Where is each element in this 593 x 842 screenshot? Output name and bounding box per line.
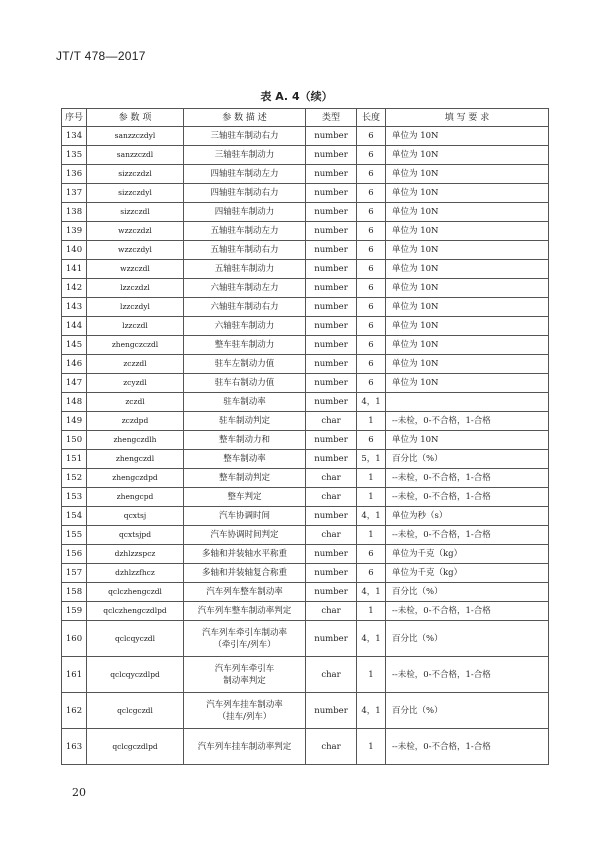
table-row — [62, 583, 549, 602]
cell-requirement: 单位为 10N — [386, 298, 549, 317]
cell-length: 6 — [357, 564, 386, 583]
cell-requirement: --未检，0-不合格，1-合格 — [386, 412, 549, 431]
cell-no: 150 — [62, 431, 87, 450]
table-row — [62, 393, 549, 412]
cell-requirement: 单位为 10N — [386, 374, 549, 393]
cell-length: 6 — [357, 241, 386, 260]
table-row — [62, 184, 549, 203]
cell-length: 4，1 — [357, 393, 386, 412]
cell-requirement: --未检，0-不合格，1-合格 — [386, 602, 549, 621]
cell-field: qclcgczdlpd — [87, 729, 184, 765]
cell-requirement: 单位为 10N — [386, 222, 549, 241]
cell-field: dzhlzzfhcz — [87, 564, 184, 583]
cell-type: number — [306, 184, 357, 203]
cell-field: zhengcpd — [87, 488, 184, 507]
cell-field: lzzczdzl — [87, 279, 184, 298]
cell-no: 148 — [62, 393, 87, 412]
cell-field: lzzczdyl — [87, 298, 184, 317]
table-row — [62, 693, 549, 729]
cell-requirement: 单位为 10N — [386, 317, 549, 336]
table-row — [62, 412, 549, 431]
cell-no: 136 — [62, 165, 87, 184]
cell-field: wzzczdyl — [87, 241, 184, 260]
cell-length: 6 — [357, 279, 386, 298]
cell-length: 6 — [357, 355, 386, 374]
cell-field: sizzczdzl — [87, 165, 184, 184]
cell-field: zhengczdl — [87, 450, 184, 469]
cell-type: char — [306, 488, 357, 507]
cell-requirement: 单位为 10N — [386, 203, 549, 222]
table-row — [62, 469, 549, 488]
cell-no: 135 — [62, 146, 87, 165]
table-title: 表 A. 4（续） — [260, 90, 333, 103]
cell-description: 汽车协调时间 — [184, 507, 306, 526]
cell-length: 6 — [357, 146, 386, 165]
cell-requirement: 百分比（%） — [386, 693, 549, 729]
cell-no: 143 — [62, 298, 87, 317]
table-row — [62, 729, 549, 765]
table-row — [62, 165, 549, 184]
table-row — [62, 203, 549, 222]
table-row — [62, 355, 549, 374]
cell-type: number — [306, 507, 357, 526]
cell-description: 汽车列车挂车制动率判定 — [184, 729, 306, 765]
cell-type: number — [306, 260, 357, 279]
cell-no: 137 — [62, 184, 87, 203]
cell-requirement: 百分比（%） — [386, 450, 549, 469]
table-row — [62, 336, 549, 355]
cell-no: 149 — [62, 412, 87, 431]
table-row — [62, 657, 549, 693]
cell-length: 6 — [357, 336, 386, 355]
table-row — [62, 526, 549, 545]
cell-description: 汽车列车牵引车 制动率判定 — [184, 657, 306, 693]
cell-no: 161 — [62, 657, 87, 693]
cell-description: 四轴驻车制动力 — [184, 203, 306, 222]
cell-no: 157 — [62, 564, 87, 583]
cell-no: 152 — [62, 469, 87, 488]
cell-type: number — [306, 450, 357, 469]
cell-no: 155 — [62, 526, 87, 545]
cell-requirement: 单位为 10N — [386, 146, 549, 165]
cell-type: number — [306, 621, 357, 657]
cell-type: char — [306, 729, 357, 765]
cell-length: 6 — [357, 184, 386, 203]
column-header-description: 参 数 描 述 — [184, 109, 306, 127]
cell-description: 四轴驻车制动左力 — [184, 165, 306, 184]
cell-field: sizzczdyl — [87, 184, 184, 203]
cell-type: number — [306, 165, 357, 184]
cell-no: 146 — [62, 355, 87, 374]
cell-no: 142 — [62, 279, 87, 298]
cell-field: qclcqyczdlpd — [87, 657, 184, 693]
cell-description: 整车制动率 — [184, 450, 306, 469]
cell-type: number — [306, 241, 357, 260]
table-row — [62, 488, 549, 507]
cell-no: 162 — [62, 693, 87, 729]
cell-no: 151 — [62, 450, 87, 469]
cell-field: qcxtsj — [87, 507, 184, 526]
cell-description: 汽车协调时间判定 — [184, 526, 306, 545]
cell-length: 1 — [357, 729, 386, 765]
cell-length: 6 — [357, 317, 386, 336]
cell-description: 多轴和并装轴水平称重 — [184, 545, 306, 564]
table-row — [62, 450, 549, 469]
table-body — [62, 127, 549, 765]
cell-no: 134 — [62, 127, 87, 146]
table-row — [62, 317, 549, 336]
cell-description: 整车制动判定 — [184, 469, 306, 488]
cell-description: 五轴驻车制动右力 — [184, 241, 306, 260]
cell-requirement: --未检，0-不合格，1-合格 — [386, 526, 549, 545]
cell-type: number — [306, 564, 357, 583]
cell-requirement: --未检，0-不合格，1-合格 — [386, 469, 549, 488]
column-header-no: 序号 — [62, 109, 87, 127]
cell-description: 驻车制动率 — [184, 393, 306, 412]
cell-length: 1 — [357, 602, 386, 621]
cell-length: 6 — [357, 165, 386, 184]
cell-field: sanzzczdyl — [87, 127, 184, 146]
cell-requirement: 单位为 10N — [386, 165, 549, 184]
column-header-length: 长度 — [357, 109, 386, 127]
cell-type: number — [306, 355, 357, 374]
cell-description: 六轴驻车制动右力 — [184, 298, 306, 317]
cell-type: number — [306, 146, 357, 165]
cell-type: number — [306, 545, 357, 564]
cell-requirement: 单位为 10N — [386, 241, 549, 260]
cell-type: number — [306, 127, 357, 146]
table-row — [62, 545, 549, 564]
cell-description: 驻车右制动力值 — [184, 374, 306, 393]
cell-requirement — [386, 393, 549, 412]
cell-type: number — [306, 336, 357, 355]
cell-description: 三轴驻车制动力 — [184, 146, 306, 165]
table-row — [62, 146, 549, 165]
cell-type: number — [306, 203, 357, 222]
cell-description: 汽车列车整车制动率判定 — [184, 602, 306, 621]
cell-length: 6 — [357, 260, 386, 279]
cell-description: 六轴驻车制动力 — [184, 317, 306, 336]
cell-length: 6 — [357, 298, 386, 317]
cell-field: sizzczdl — [87, 203, 184, 222]
cell-field: dzhlzzspcz — [87, 545, 184, 564]
column-header-requirement: 填 写 要 求 — [386, 109, 549, 127]
cell-length: 4，1 — [357, 507, 386, 526]
cell-field: qclcgczdl — [87, 693, 184, 729]
cell-field: zhengczczdl — [87, 336, 184, 355]
cell-no: 158 — [62, 583, 87, 602]
cell-requirement: 单位为 10N — [386, 431, 549, 450]
cell-field: lzzczdl — [87, 317, 184, 336]
cell-length: 4，1 — [357, 621, 386, 657]
cell-length: 4，1 — [357, 583, 386, 602]
table-row — [62, 621, 549, 657]
cell-length: 6 — [357, 127, 386, 146]
cell-no: 144 — [62, 317, 87, 336]
cell-no: 145 — [62, 336, 87, 355]
cell-type: number — [306, 298, 357, 317]
cell-type: number — [306, 222, 357, 241]
cell-length: 1 — [357, 526, 386, 545]
cell-no: 156 — [62, 545, 87, 564]
table-row — [62, 602, 549, 621]
cell-requirement: --未检，0-不合格，1-合格 — [386, 657, 549, 693]
cell-field: wzzczdl — [87, 260, 184, 279]
cell-requirement: 单位为秒（s） — [386, 507, 549, 526]
table-row — [62, 374, 549, 393]
cell-description: 整车判定 — [184, 488, 306, 507]
cell-type: number — [306, 393, 357, 412]
cell-type: char — [306, 602, 357, 621]
cell-type: number — [306, 431, 357, 450]
cell-requirement: 单位为 10N — [386, 127, 549, 146]
cell-type: number — [306, 374, 357, 393]
cell-type: char — [306, 526, 357, 545]
page-number: 20 — [72, 786, 86, 799]
table-row — [62, 298, 549, 317]
cell-length: 1 — [357, 469, 386, 488]
cell-length: 1 — [357, 488, 386, 507]
cell-requirement: 百分比（%） — [386, 621, 549, 657]
cell-description: 整车驻车制动力 — [184, 336, 306, 355]
cell-field: qclczhengczdl — [87, 583, 184, 602]
cell-length: 1 — [357, 412, 386, 431]
cell-length: 4，1 — [357, 693, 386, 729]
cell-type: char — [306, 412, 357, 431]
cell-requirement: 单位为 10N — [386, 336, 549, 355]
cell-field: zhengczdpd — [87, 469, 184, 488]
cell-requirement: 百分比（%） — [386, 583, 549, 602]
table-row — [62, 431, 549, 450]
cell-field: zczdpd — [87, 412, 184, 431]
cell-type: char — [306, 469, 357, 488]
cell-requirement: 单位为 10N — [386, 260, 549, 279]
cell-field: wzzczdzl — [87, 222, 184, 241]
cell-requirement: 单位为千克（kg） — [386, 564, 549, 583]
cell-field: zhengczdlh — [87, 431, 184, 450]
cell-no: 163 — [62, 729, 87, 765]
cell-requirement: 单位为 10N — [386, 279, 549, 298]
cell-field: qclczhengczdlpd — [87, 602, 184, 621]
cell-no: 153 — [62, 488, 87, 507]
table-row — [62, 260, 549, 279]
cell-description: 五轴驻车制动左力 — [184, 222, 306, 241]
cell-type: number — [306, 279, 357, 298]
cell-no: 159 — [62, 602, 87, 621]
cell-length: 6 — [357, 222, 386, 241]
cell-field: zcyzdl — [87, 374, 184, 393]
parameter-table — [61, 108, 549, 765]
cell-description: 四轴驻车制动右力 — [184, 184, 306, 203]
cell-requirement: 单位为 10N — [386, 355, 549, 374]
cell-requirement: --未检，0-不合格，1-合格 — [386, 488, 549, 507]
cell-no: 147 — [62, 374, 87, 393]
cell-field: zczdl — [87, 393, 184, 412]
table-row — [62, 241, 549, 260]
cell-description: 五轴驻车制动力 — [184, 260, 306, 279]
cell-type: number — [306, 317, 357, 336]
cell-no: 138 — [62, 203, 87, 222]
cell-requirement: 单位为 10N — [386, 184, 549, 203]
cell-field: qclcqyczdl — [87, 621, 184, 657]
cell-requirement: 单位为千克（kg） — [386, 545, 549, 564]
table-row — [62, 507, 549, 526]
cell-field: zczzdl — [87, 355, 184, 374]
cell-description: 整车制动力和 — [184, 431, 306, 450]
cell-description: 汽车列车牵引车制动率 （牵引车/列车） — [184, 621, 306, 657]
standard-code: JT/T 478—2017 — [56, 49, 146, 63]
cell-description: 驻车制动判定 — [184, 412, 306, 431]
table-row — [62, 279, 549, 298]
cell-type: number — [306, 693, 357, 729]
table-row — [62, 127, 549, 146]
cell-no: 141 — [62, 260, 87, 279]
cell-description: 汽车列车挂车制动率 （挂车/列车） — [184, 693, 306, 729]
cell-field: qcxtsjpd — [87, 526, 184, 545]
cell-length: 6 — [357, 203, 386, 222]
cell-length: 6 — [357, 431, 386, 450]
column-header-field: 参 数 项 — [87, 109, 184, 127]
cell-length: 6 — [357, 374, 386, 393]
cell-description: 六轴驻车制动左力 — [184, 279, 306, 298]
table-row — [62, 564, 549, 583]
cell-field: sanzzczdl — [87, 146, 184, 165]
cell-length: 5，1 — [357, 450, 386, 469]
cell-type: char — [306, 657, 357, 693]
cell-no: 140 — [62, 241, 87, 260]
cell-no: 154 — [62, 507, 87, 526]
table-row — [62, 222, 549, 241]
cell-no: 160 — [62, 621, 87, 657]
cell-description: 驻车左制动力值 — [184, 355, 306, 374]
cell-requirement: --未检，0-不合格，1-合格 — [386, 729, 549, 765]
cell-no: 139 — [62, 222, 87, 241]
cell-description: 三轴驻车制动右力 — [184, 127, 306, 146]
cell-length: 6 — [357, 545, 386, 564]
cell-description: 汽车列车整车制动率 — [184, 583, 306, 602]
table-header-row — [62, 109, 549, 127]
cell-length: 1 — [357, 657, 386, 693]
cell-type: number — [306, 583, 357, 602]
column-header-type: 类型 — [306, 109, 357, 127]
cell-description: 多轴和并装轴复合称重 — [184, 564, 306, 583]
